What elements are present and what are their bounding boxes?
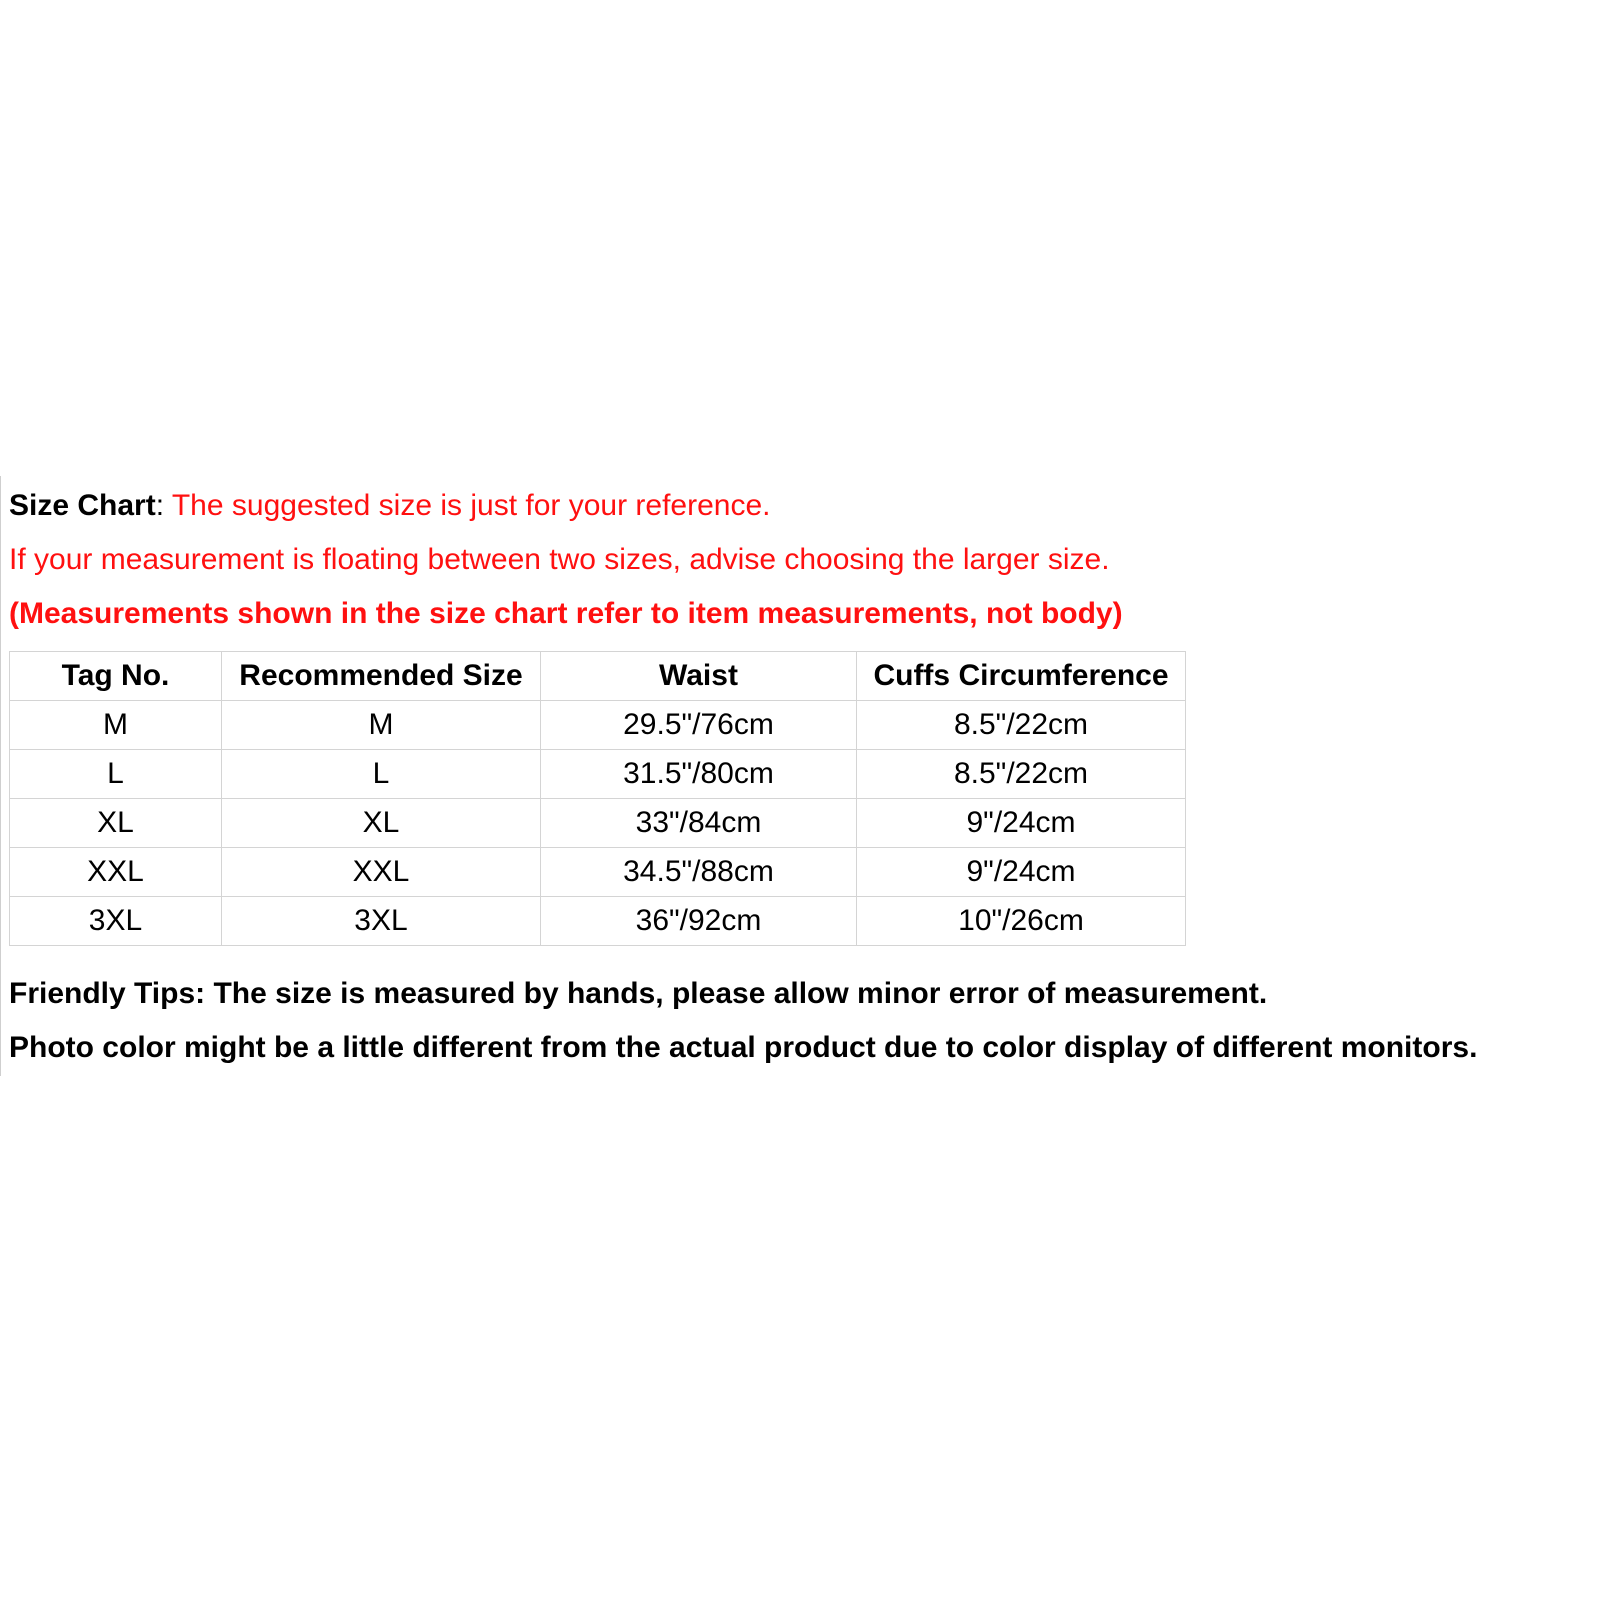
header-cuffs-circumference: Cuffs Circumference	[857, 652, 1186, 701]
cell-recommended-size: L	[222, 750, 541, 799]
cell-tag-no: M	[10, 701, 222, 750]
cell-cuffs: 9"/24cm	[857, 799, 1186, 848]
label-colon: :	[155, 489, 172, 522]
cell-tag-no: XXL	[10, 848, 222, 897]
table-row	[10, 701, 1186, 750]
advice-text: If your measurement is floating between two sizes, advise choosing the larger size.	[9, 543, 1110, 576]
size-chart-label: Size Chart	[9, 489, 156, 522]
cell-recommended-size: 3XL	[222, 897, 541, 946]
header-recommended-size: Recommended Size	[222, 652, 541, 701]
size-table	[9, 651, 1186, 946]
cell-waist: 33"/84cm	[541, 799, 857, 848]
header-waist: Waist	[541, 652, 857, 701]
cell-tag-no: XL	[10, 799, 222, 848]
friendly-tips: Friendly Tips: The size is measured by hands, please allow minor error of measurement.	[9, 977, 1268, 1010]
cell-cuffs: 10"/26cm	[857, 897, 1186, 946]
cell-recommended-size: XL	[222, 799, 541, 848]
measurement-note: (Measurements shown in the size chart refer to item measurements, not body)	[9, 597, 1123, 630]
header-tag-no: Tag No.	[10, 652, 222, 701]
size-chart-intro	[9, 488, 770, 524]
table-row	[10, 848, 1186, 897]
cell-recommended-size: M	[222, 701, 541, 750]
cell-tag-no: 3XL	[10, 897, 222, 946]
cell-tag-no: L	[10, 750, 222, 799]
cell-cuffs: 8.5"/22cm	[857, 750, 1186, 799]
table-header-row	[10, 652, 1186, 701]
table-row	[10, 750, 1186, 799]
cell-cuffs: 8.5"/22cm	[857, 701, 1186, 750]
cell-waist: 34.5"/88cm	[541, 848, 857, 897]
table-row	[10, 799, 1186, 848]
photo-color-note: Photo color might be a little different from the actual product due to color display of different monitors.	[9, 1031, 1478, 1064]
suggestion-text: The suggested size is just for your reference.	[171, 489, 771, 522]
size-chart-panel	[0, 476, 1600, 1076]
cell-waist: 29.5"/76cm	[541, 701, 857, 750]
cell-cuffs: 9"/24cm	[857, 848, 1186, 897]
cell-waist: 31.5"/80cm	[541, 750, 857, 799]
cell-waist: 36"/92cm	[541, 897, 857, 946]
cell-recommended-size: XXL	[222, 848, 541, 897]
table-row	[10, 897, 1186, 946]
